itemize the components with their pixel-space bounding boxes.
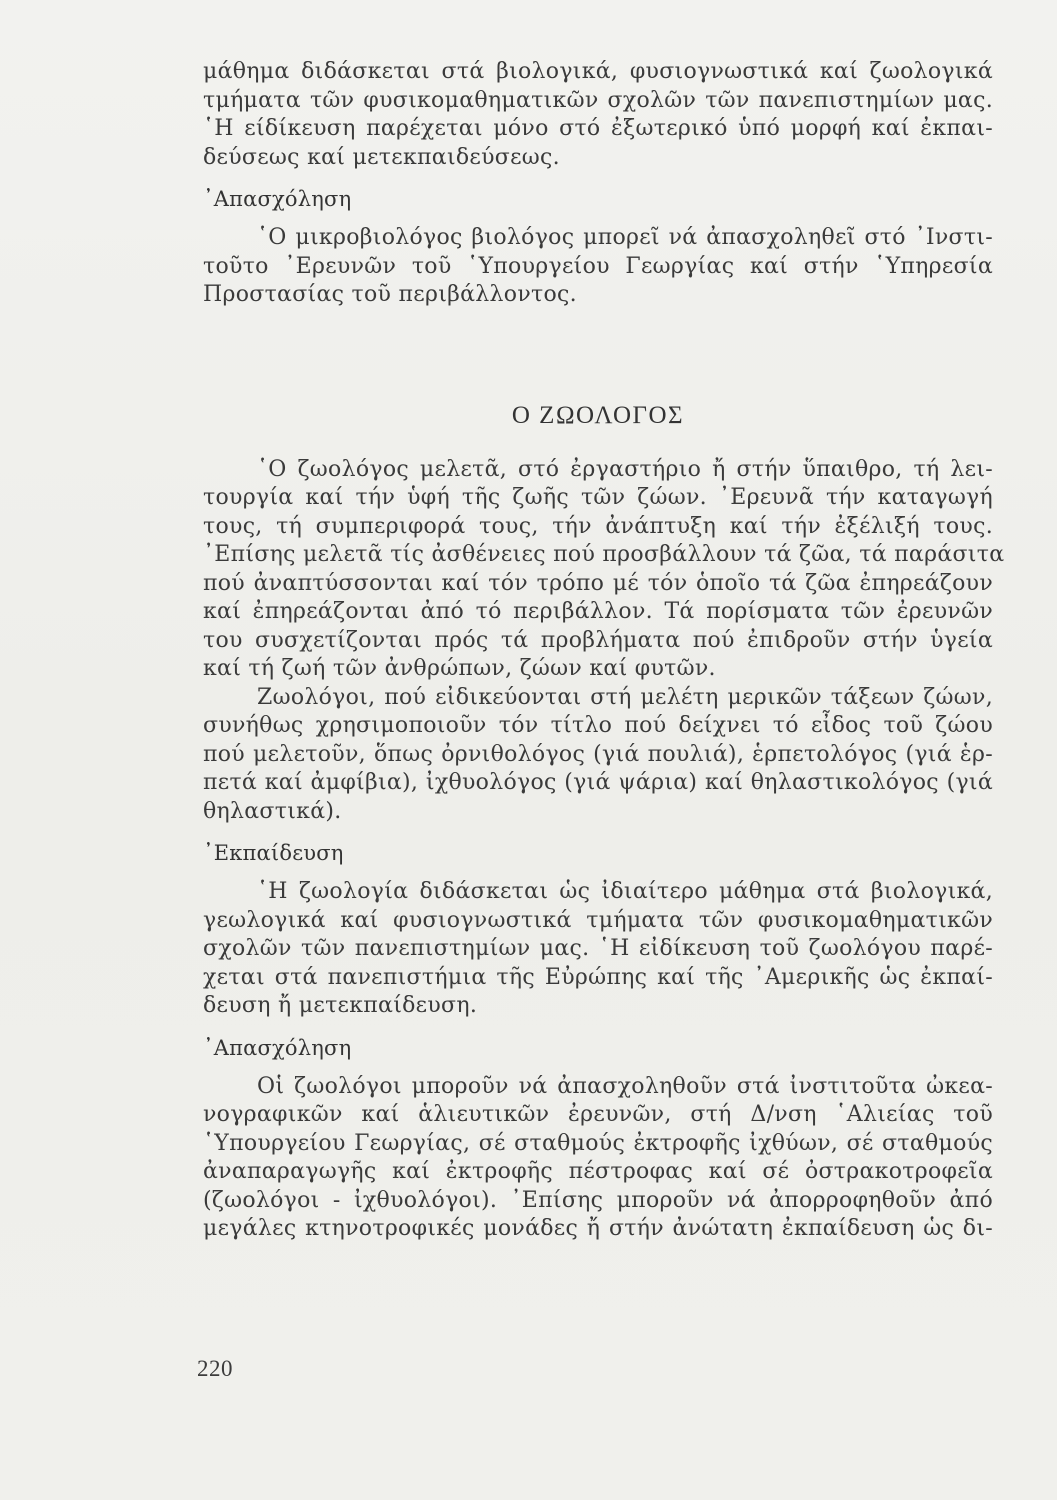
text-line: μεγάλες κτηνοτροφικές μονάδες ἤ στήν ἀνώτατη ἐκπαίδευση ὡς δι- [203, 1216, 993, 1241]
education-heading: ᾿Εκπαίδευση [203, 841, 344, 865]
text-line: πού μελετοῦν, ὅπως ὀρνιθολόγος (γιά πουλιά), ἑρπετολόγος (γιά ἑρ- [203, 741, 993, 767]
text-line: συνήθως χρησιμοποιοῦν τόν τίτλο πού δείχνει τό εἶδος τοῦ ζώου [203, 713, 993, 738]
text-line: τοῦτο ᾿Ερευνῶν τοῦ ῾Υπουργείου Γεωργίας καί στήν ῾Υπηρεσία [203, 253, 993, 279]
text-line: θηλαστικά). [203, 798, 342, 824]
text-line: χεται στά πανεπιστήμια τῆς Εὐρώπης καί τῆς ᾿Αμερικῆς ὡς ἐκπαί- [203, 964, 993, 990]
text-line: ῾Ο μικροβιολόγος βιολόγος μπορεῖ νά ἀπασχοληθεῖ στό ᾿Ινστι- [257, 225, 993, 250]
text-line: Ζωολόγοι, πού εἰδικεύονται στή μελέτη μερικῶν τάξεων ζώων, [257, 684, 993, 710]
text-line: ῾Η είδίκευση παρέχεται μόνο στό ἐξωτερικό ὑπό μορφή καί ἐκπαι- [203, 116, 993, 141]
text-line: δεύσεως καί μετεκπαιδεύσεως. [203, 144, 560, 170]
text-line: τους, τή συμπεριφορά τους, τήν ἀνάπτυξη καί τήν ἐξέλιξή τους. [203, 513, 993, 539]
text-line: ῾Υπουργείου Γεωργίας, σέ σταθμούς ἐκτροφῆς ἰχθύων, σέ σταθμούς [203, 1130, 993, 1156]
text-line: καί τή ζωή τῶν ἀνθρώπων, ζώων καί φυτῶν. [203, 656, 716, 681]
text-line: ἀναπαραγωγῆς καί ἐκτροφῆς πέστροφας καί σέ ὀστρακοτροφεῖα [203, 1159, 993, 1184]
zoologist-paragraph-1 [203, 456, 1005, 684]
employment-heading-2: ᾿Απασχόληση [203, 1035, 352, 1060]
intro-paragraph [203, 58, 993, 172]
page-number: 220 [197, 1356, 233, 1381]
section-title-zoologist: Ο ΖΩΟΛΟΓΟΣ [511, 401, 685, 429]
text-line: τμήματα τῶν φυσικομαθηματικῶν σχολῶν τῶν πανεπιστημίων μας. [203, 87, 993, 113]
text-line: καί ἐπηρεάζονται ἀπό τό περιβάλλον. Τά πορίσματα τῶν ἐρευνῶν [203, 599, 993, 624]
text-line: του συσχετίζονται πρός τά προβλήματα πού ἐπιδροῦν στήν ὑγεία [203, 627, 993, 653]
text-line: ᾿Επίσης μελετᾶ τίς ἀσθένειες πού προσβάλλουν τά ζῶα, τά παράσιτα [203, 542, 1005, 567]
zoologist-paragraph-2 [203, 684, 993, 827]
education-paragraph [203, 878, 993, 1021]
employment-paragraph [203, 224, 993, 310]
employment-paragraph-2 [203, 1073, 993, 1244]
page-content [203, 58, 1005, 1244]
text-line: πετά καί ἀμφίβια), ἰχθυολόγος (γιά ψάρια) καί θηλαστικολόγος (γιά [203, 770, 993, 795]
text-line: δευση ἤ μετεκπαίδευση. [203, 993, 478, 1018]
text-line: σχολῶν τῶν πανεπιστημίων μας. ῾Η εἰδίκευση τοῦ ζωολόγου παρέ- [203, 936, 993, 961]
text-line: τουργία καί τήν ὑφή τῆς ζωῆς τῶν ζώων. ᾿Ερευνᾶ τήν καταγωγή [203, 485, 993, 510]
text-line: Προστασίας τοῦ περιβάλλοντος. [203, 282, 577, 307]
text-line: γεωλογικά καί φυσιογνωστικά τμήματα τῶν φυσικομαθηματικῶν [203, 907, 993, 933]
text-line: ῾Η ζωολογία διδάσκεται ὡς ἰδιαίτερο μάθημα στά βιολογικά, [257, 879, 993, 904]
text-line: πού ἀναπτύσσονται καί τόν τρόπο μέ τόν ὁποῖο τά ζῶα ἐπηρεάζουν [203, 570, 993, 596]
employment-heading: ᾿Απασχόληση [203, 187, 352, 211]
text-line: (ζωολόγοι - ἰχθυολόγοι). ᾿Επίσης μποροῦν νά ἀπορροφηθοῦν ἀπό [203, 1187, 993, 1213]
text-line: νογραφικῶν καί ἁλιευτικῶν ἐρευνῶν, στή Δ/νση ῾Αλιείας τοῦ [203, 1102, 993, 1127]
text-line: ῾Ο ζωολόγος μελετᾶ, στό ἐργαστήριο ἤ στήν ὕπαιθρο, τή λει- [257, 456, 993, 482]
text-line: μάθημα διδάσκεται στά βιολογικά, φυσιογνωστικά καί ζωολογικά [203, 59, 993, 84]
text-line: Οἱ ζωολόγοι μποροῦν νά ἀπασχοληθοῦν στά ἰνστιτοῦτα ὠκεα- [257, 1073, 993, 1099]
